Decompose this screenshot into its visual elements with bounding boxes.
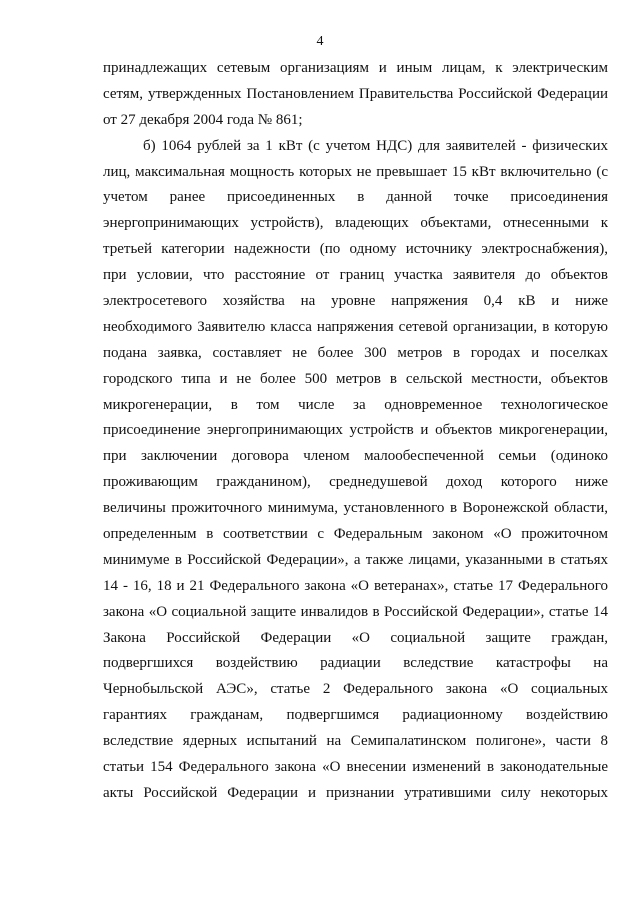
- text-line: величины прожиточного минимума, установленного в Воронежской области,: [103, 500, 608, 517]
- text-line: определенным в соответствии с Федеральным законом «О прожиточном: [103, 526, 608, 543]
- text-line: принадлежащих сетевым организациям и иным лицам, к электрическим: [103, 60, 608, 76]
- text-line: Чернобыльской АЭС», статье 2 Федерального закона «О социальных: [103, 681, 608, 698]
- text-line: электросетевого хозяйства на уровне напряжения 0,4 кВ и ниже: [103, 293, 608, 310]
- text-line: гарантиях гражданам, подвергшимся радиационному воздействию: [103, 707, 608, 724]
- text-line: статьи 154 Федерального закона «О внесении изменений в законодательные: [103, 759, 608, 776]
- text-line: минимуме в Российской Федерации», а также лицами, указанными в статьях: [103, 551, 608, 568]
- text-line: необходимого Заявителю класса напряжения сетевой организации, в которую: [103, 318, 608, 335]
- text-line: присоединение энергопринимающих устройств и объектов микрогенерации,: [103, 422, 608, 439]
- text-line: лиц, максимальная мощность которых не превышает 15 кВт включительно (с: [103, 163, 608, 180]
- text-line: 14 - 16, 18 и 21 Федерального закона «О ветеранах», статье 17 Федерального: [103, 577, 608, 594]
- text-line: сетям, утвержденных Постановлением Правительства Российской Федерации: [103, 85, 608, 102]
- paragraph-start-line: б) 1064 рублей за 1 кВт (с учетом НДС) для заявителей - физических: [143, 137, 608, 154]
- body-text: [103, 56, 608, 807]
- page-number: 4: [316, 34, 324, 49]
- text-line: акты Российской Федерации и признании утратившими силу некоторых: [103, 784, 608, 801]
- text-line: учетом ранее присоединенных в данной точке присоединения: [103, 189, 608, 206]
- text-line: закона «О социальной защите инвалидов в Российской Федерации», статье 14: [103, 603, 608, 620]
- text-line: при условии, что расстояние от границ участка заявителя до объектов: [103, 267, 608, 284]
- text-line: проживающим гражданином), среднедушевой доход которого ниже: [103, 474, 608, 491]
- text-line: энергопринимающих устройств), владеющих объектами, отнесенными к: [103, 215, 608, 232]
- text-line: подвергшихся воздействию радиации вследствие катастрофы на: [103, 655, 608, 672]
- text-line: микрогенерации, в том числе за одновременное технологическое: [103, 396, 608, 413]
- text-line: подана заявка, составляет не более 300 метров в городах и поселках: [103, 344, 608, 361]
- text-line: от 27 декабря 2004 года № 861;: [103, 111, 303, 128]
- text-line: при заключении договора членом малообеспеченной семьи (одиноко: [103, 448, 608, 465]
- text-line: третьей категории надежности (по одному источнику электроснабжения),: [103, 241, 608, 258]
- text-line: Закона Российской Федерации «О социальной защите граждан,: [103, 629, 608, 646]
- text-line: вследствие ядерных испытаний на Семипалатинском полигоне», части 8: [103, 733, 608, 750]
- text-line: городского типа и не более 500 метров в сельской местности, объектов: [103, 370, 608, 387]
